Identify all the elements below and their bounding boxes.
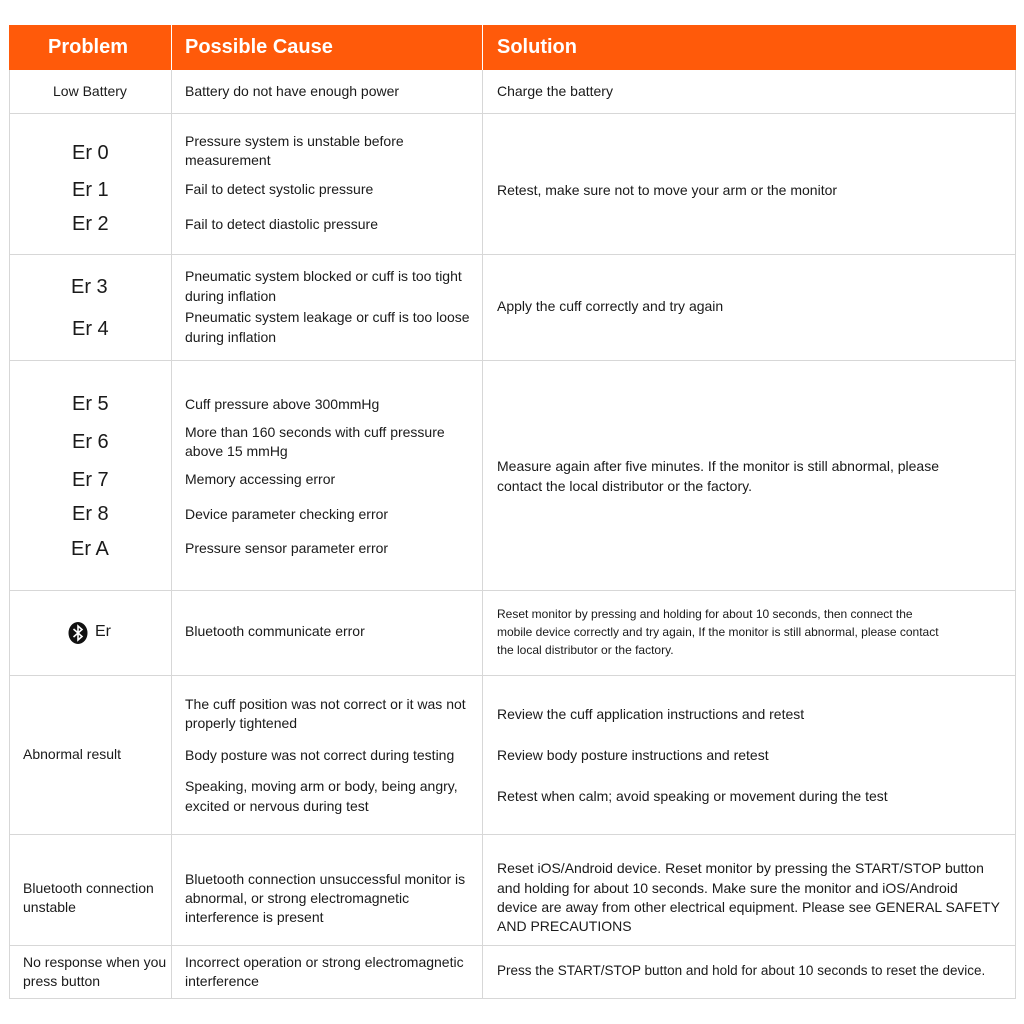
problem-cell: No response when you: [23, 954, 167, 970]
cause-cell: Fail to detect systolic pressure: [185, 181, 374, 197]
header-divider: [482, 25, 483, 70]
troubleshooting-table: [9, 25, 1016, 999]
problem-cell: Abnormal result: [23, 746, 122, 762]
error-code: Er 8: [72, 503, 109, 525]
cause-cell: properly tightened: [185, 715, 298, 731]
cause-cell: Memory accessing error: [185, 471, 336, 487]
solution-cell: Reset iOS/Android device. Reset monitor by pressing the START/STOP button: [497, 860, 984, 876]
cause-cell: Pneumatic system blocked or cuff is too tight: [185, 268, 462, 284]
solution-cell: AND PRECAUTIONS: [497, 918, 632, 934]
cause-cell: Cuff pressure above 300mmHg: [185, 396, 380, 412]
error-code: Er A: [71, 538, 109, 560]
bluetooth-icon: [67, 622, 89, 644]
cause-cell: Pressure sensor parameter error: [185, 540, 389, 556]
cause-cell: interference is present: [185, 909, 324, 925]
error-code: Er 5: [72, 393, 109, 415]
header-divider: [171, 25, 172, 70]
solution-cell: contact the local distributor or the factory.: [497, 478, 752, 494]
row-divider: [9, 590, 1016, 591]
cause-cell: Incorrect operation or strong electromagnetic: [185, 954, 464, 970]
cause-cell: More than 160 seconds with cuff pressure: [185, 424, 445, 440]
row-divider: [9, 834, 1016, 835]
row-divider: [9, 998, 1016, 999]
row-divider: [9, 254, 1016, 255]
solution-cell: Review body posture instructions and retest: [497, 747, 769, 763]
grid-line: [9, 70, 10, 999]
solution-cell: Press the START/STOP button and hold for about 10 seconds to reset the device.: [497, 963, 986, 978]
error-code: Er 0: [72, 142, 109, 164]
error-code: Er 1: [72, 179, 109, 201]
error-code: Er 2: [72, 213, 109, 235]
error-code: Er 3: [71, 276, 108, 298]
cause-cell: Pneumatic system leakage or cuff is too loose: [185, 309, 470, 325]
grid-line: [171, 70, 172, 999]
solution-cell: Measure again after five minutes. If the monitor is still abnormal, please: [497, 458, 939, 474]
row-divider: [9, 675, 1016, 676]
error-code: Er 7: [72, 469, 109, 491]
cause-cell: excited or nervous during test: [185, 798, 369, 814]
table-header: [9, 25, 1016, 70]
solution-cell: device are away from other electrical equipment. Please see GENERAL SAFETY: [497, 899, 1000, 915]
solution-cell: Review the cuff application instructions and retest: [497, 706, 805, 722]
cause-cell: during inflation: [185, 288, 277, 304]
solution-cell: Retest when calm; avoid speaking or movement during the test: [497, 788, 888, 804]
cause-cell: during inflation: [185, 329, 277, 345]
error-code: Er 6: [72, 431, 109, 453]
problem-cell: Bluetooth connection: [23, 880, 154, 896]
header-problem: Problem: [48, 36, 129, 58]
cause-cell: Battery do not have enough power: [185, 83, 400, 99]
cause-cell: measurement: [185, 152, 271, 168]
row-divider: [9, 360, 1016, 361]
solution-cell: Apply the cuff correctly and try again: [497, 298, 724, 314]
error-code: Er: [95, 623, 111, 640]
row-divider: [9, 113, 1016, 114]
cause-cell: Bluetooth connection unsuccessful monitor is: [185, 871, 466, 887]
cause-cell: Fail to detect diastolic pressure: [185, 216, 378, 232]
cause-cell: Speaking, moving arm or body, being angry,: [185, 778, 458, 794]
solution-cell: Reset monitor by pressing and holding for about 10 seconds, then connect the: [497, 607, 913, 621]
cause-cell: Device parameter checking error: [185, 506, 389, 522]
cause-cell: Bluetooth communicate error: [185, 623, 365, 639]
cause-cell: Body posture was not correct during testing: [185, 747, 455, 763]
header-possible-cause: Possible Cause: [185, 36, 333, 58]
cause-cell: Pressure system is unstable before: [185, 133, 404, 149]
grid-line: [1015, 70, 1016, 999]
cause-cell: The cuff position was not correct or it was not: [185, 696, 466, 712]
solution-cell: Retest, make sure not to move your arm or the monitor: [497, 182, 838, 198]
problem-cell: press button: [23, 973, 101, 989]
solution-cell: and holding for about 10 seconds. Make sure the monitor and iOS/Android: [497, 880, 958, 896]
header-solution: Solution: [497, 36, 577, 58]
problem-cell: Low Battery: [53, 83, 127, 99]
error-code: Er 4: [72, 318, 109, 340]
cause-cell: abnormal, or strong electromagnetic: [185, 890, 410, 906]
cause-cell: interference: [185, 973, 259, 989]
solution-cell: the local distributor or the factory.: [497, 643, 674, 657]
problem-cell: unstable: [23, 899, 76, 915]
row-divider: [9, 945, 1016, 946]
solution-cell: mobile device correctly and try again, If the monitor is still abnormal, please contact: [497, 625, 939, 639]
cause-cell: above 15 mmHg: [185, 443, 288, 459]
solution-cell: Charge the battery: [497, 83, 613, 99]
grid-line: [482, 70, 483, 999]
